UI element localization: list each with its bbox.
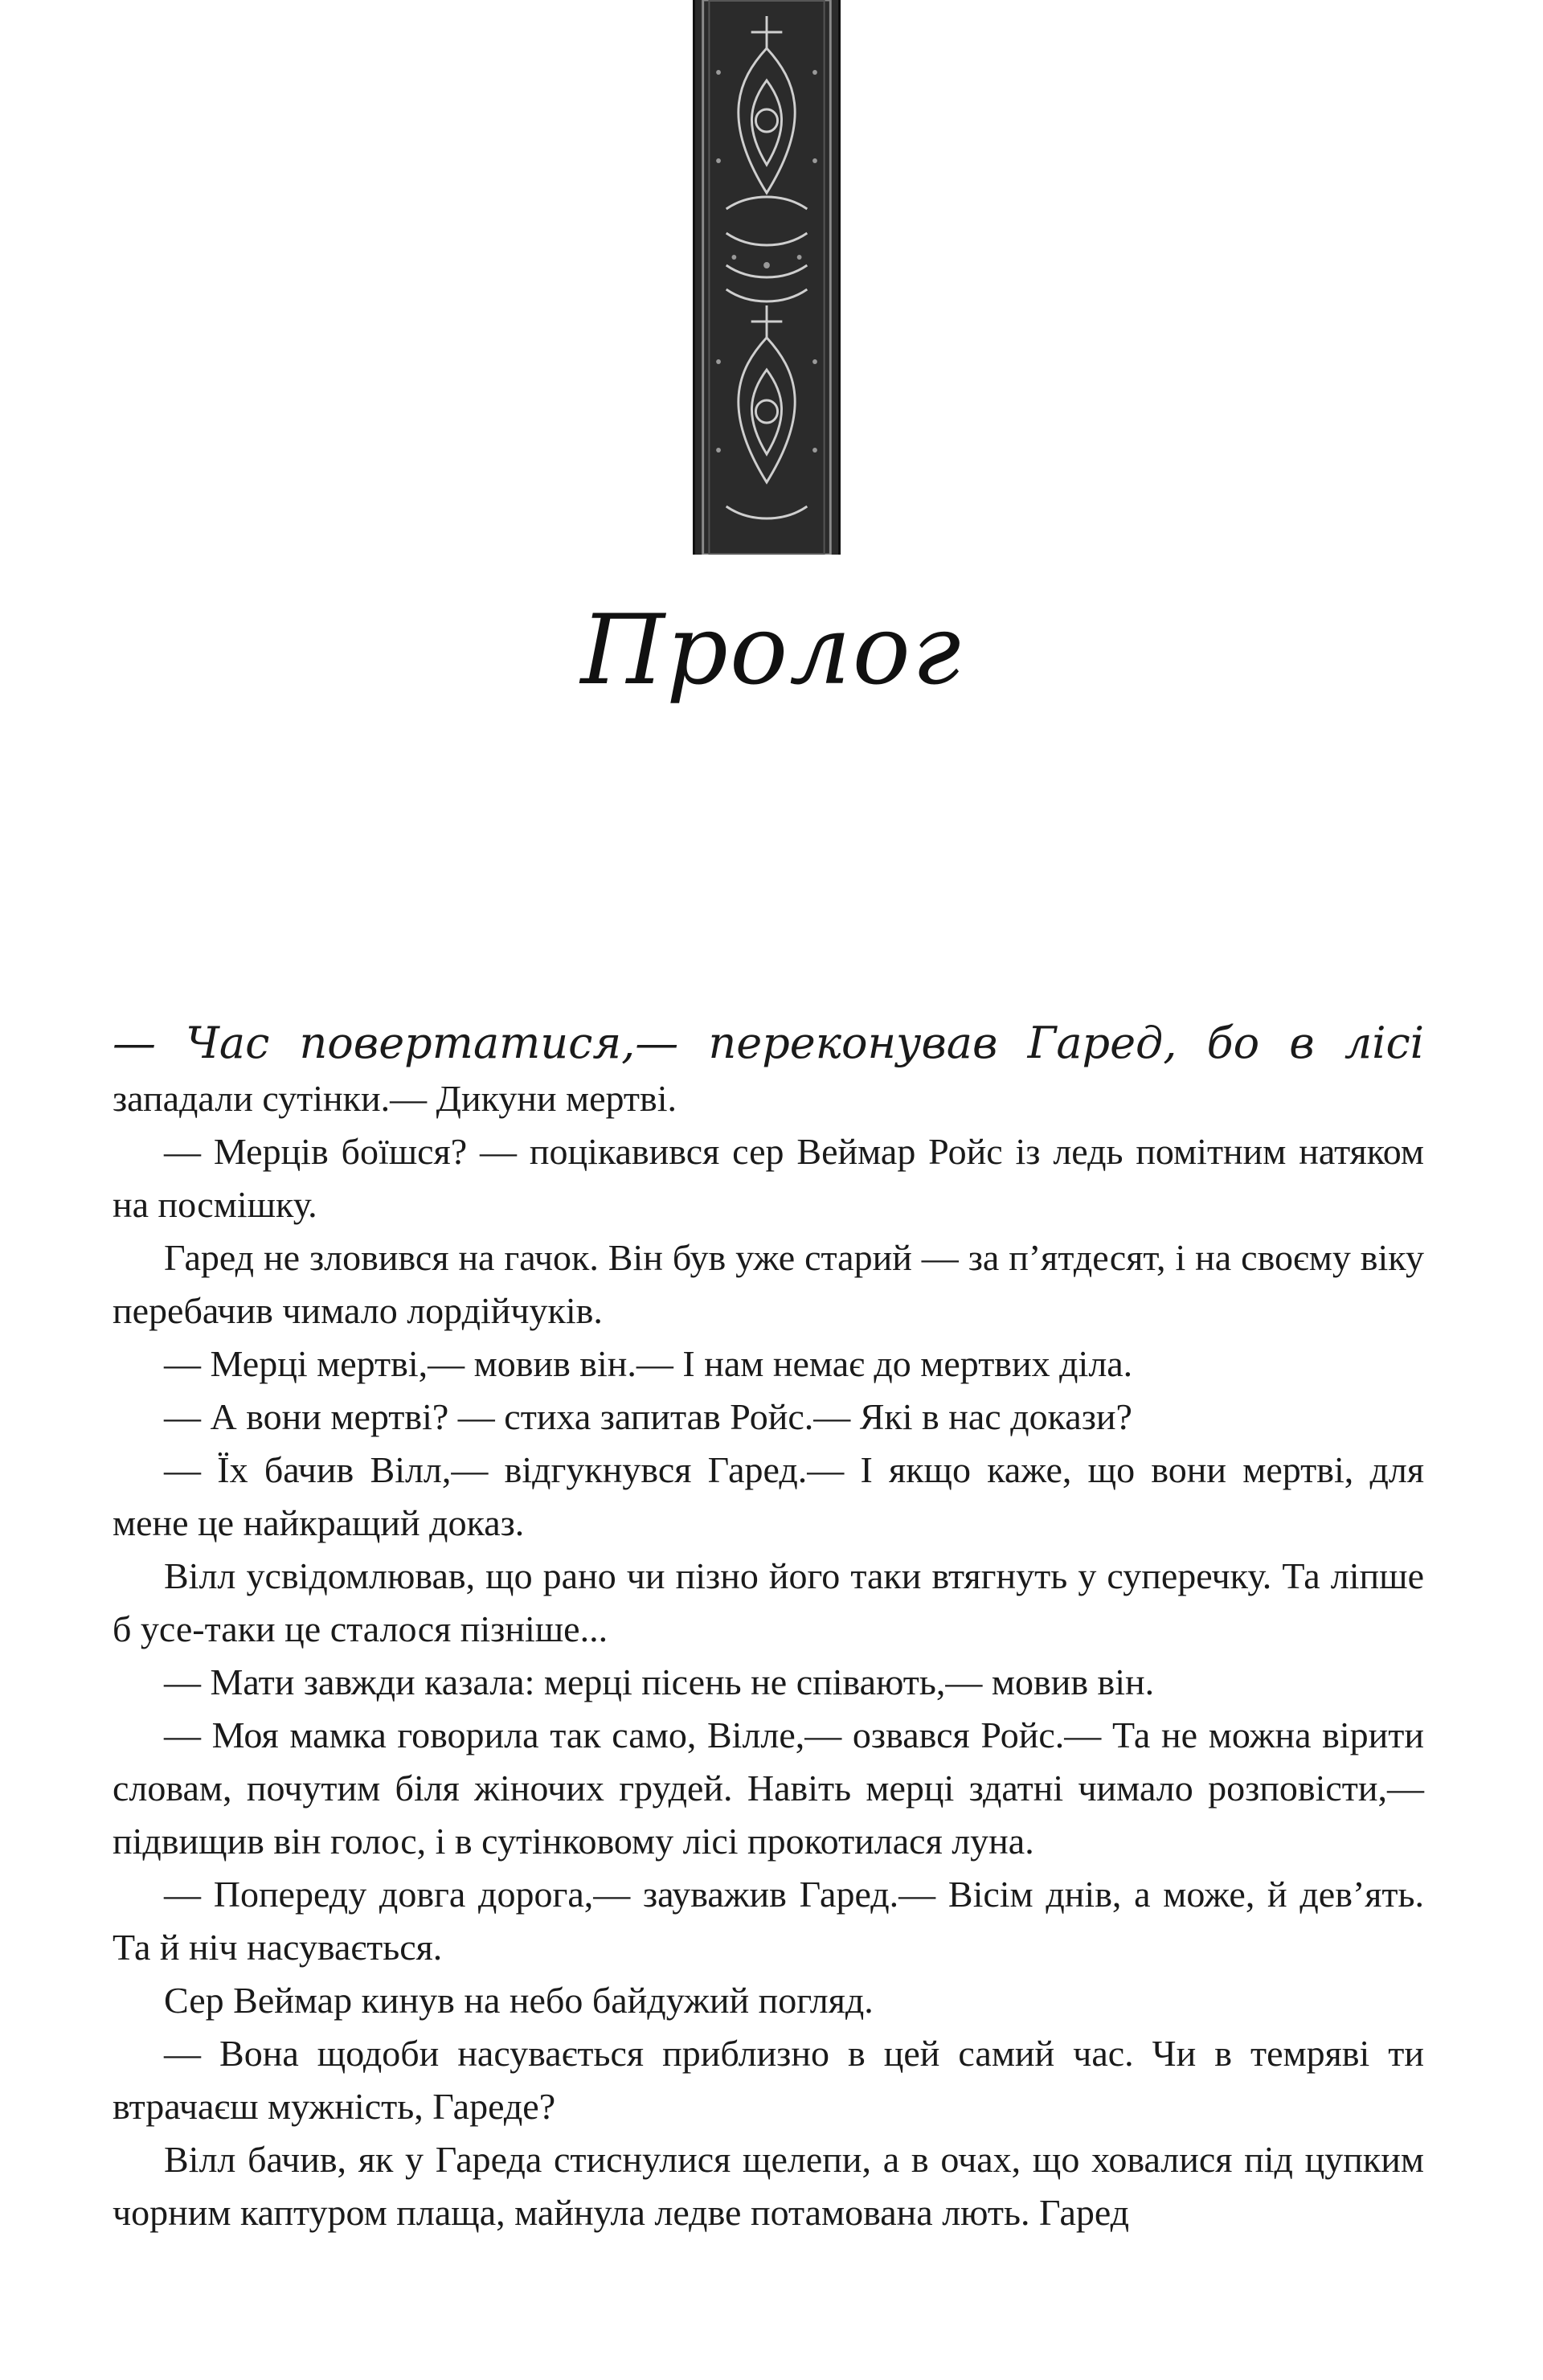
paragraph: — Вона щодоби насувається приблизно в цей самий час. Чи в темряві ти втрачаєш мужність, Гареде? (113, 2033, 1424, 2127)
paragraph: — Моя мамка говорила так само, Вілле,— озвався Ройс.— Та не можна вірити словам, почутим біля жіночих грудей. Навіть мерці здатні чимало розповісти,— підвищив він голос, і в сутінковому лісі прокотилася луна. (113, 1714, 1424, 1862)
paragraph: — Мерців боїшся? — поцікавився сер Веймар Ройс із ледь помітним натяком на посмішку. (113, 1131, 1424, 1225)
body-text (113, 1017, 1424, 2239)
ornamental-banner (693, 0, 841, 555)
paragraph: — Попереду довга дорога,— зауважив Гаред.— Вісім днів, а може, й дев’ять. Та й ніч насувається. (113, 1874, 1424, 1968)
paragraph (113, 1017, 1424, 1125)
paragraph: Гаред не зловився на гачок. Він був уже старий — за п’ятдесят, і на своєму віку перебачив чимало лордійчуків. (113, 1237, 1424, 1331)
ornament-pattern (695, 0, 838, 555)
paragraph: — Мати завжди казала: мерці пісень не співають,— мовив він. (164, 1661, 1155, 1702)
paragraph: — А вони мертві? — стиха запитав Ройс.— Які в нас докази? (164, 1396, 1132, 1437)
paragraph: — Мерці мертві,— мовив він.— І нам немає до мертвих діла. (164, 1343, 1133, 1384)
paragraph: Вілл усвідомлював, що рано чи пізно його таки втягнуть у суперечку. Та ліпше б усе-таки це сталося пізніше... (113, 1555, 1424, 1649)
paragraph-lead: — Час повертатися,— переконував Гаред, бо в лісі (113, 1018, 1424, 1068)
chapter-title: Пролог (580, 595, 963, 707)
paragraph-text: западали сутінки.— Дикуни мертві. (113, 1078, 677, 1119)
paragraph: — Їх бачив Вілл,— відгукнувся Гаред.— І якщо каже, що вони мертві, для мене це найкращий доказ. (113, 1449, 1424, 1543)
paragraph: Вілл бачив, як у Гареда стиснулися щелепи, а в очах, що ховалися під цупким чорним каптуром плаща, майнула ледве потамована лють. Гаред (113, 2139, 1424, 2233)
paragraph: Сер Веймар кинув на небо байдужий погляд. (164, 1980, 874, 2021)
